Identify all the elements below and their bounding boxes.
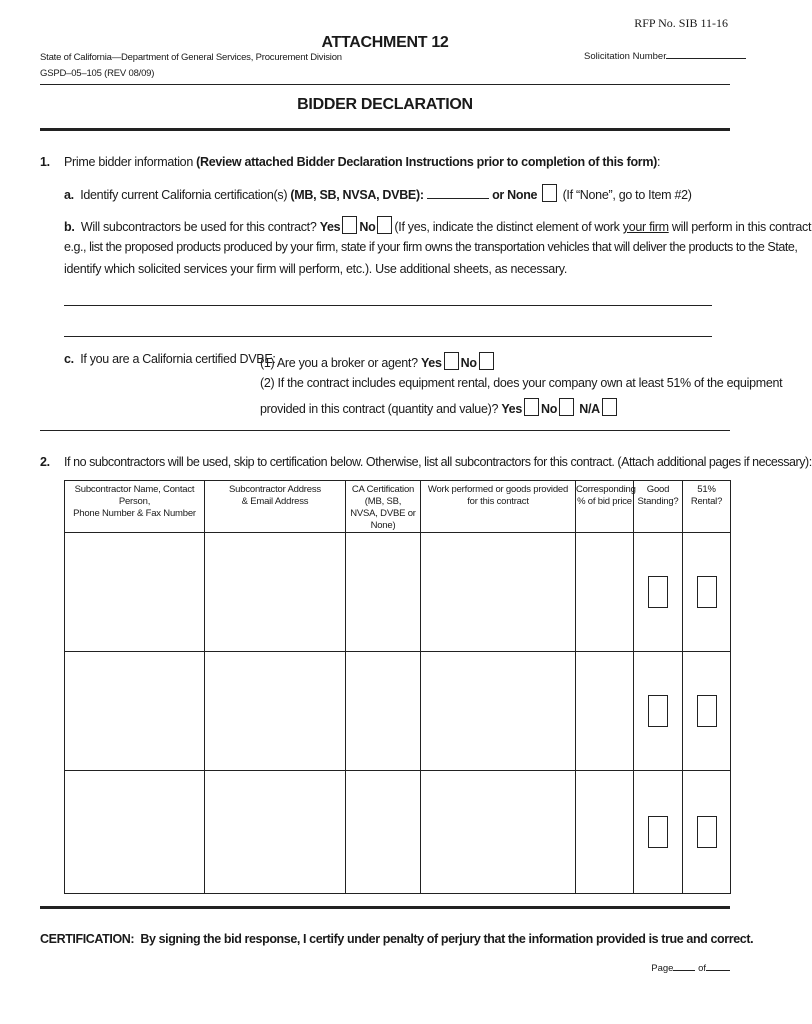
- q1b-line3: identify which solicited services your firm will perform, etc.). Use additional sheets, as necessary.: [64, 262, 568, 276]
- col-good-standing: [634, 481, 683, 533]
- col-subcontractor-name: [65, 481, 205, 533]
- col-subcontractor-address: [205, 481, 346, 533]
- of-label: of: [698, 963, 706, 974]
- col-address-l2: & Email Address: [241, 496, 309, 507]
- cell-work[interactable]: [421, 771, 576, 894]
- col-rental-l1: 51%: [697, 484, 716, 495]
- certification-label: CERTIFICATION:: [40, 932, 135, 946]
- certification-field[interactable]: [427, 198, 489, 199]
- header-divider: [40, 84, 730, 85]
- col-ca-certification: [346, 481, 421, 533]
- rental-no-label: No: [540, 402, 558, 416]
- q2-number: 2.: [40, 455, 50, 469]
- q1-number: [40, 155, 50, 169]
- q1b-explain: (If yes, indicate the distinct element of work: [394, 220, 623, 234]
- q1a-or-none: or None: [492, 188, 538, 202]
- cell-rental: [683, 771, 731, 894]
- rental-checkbox[interactable]: [697, 576, 717, 608]
- q1b-explain-end: will perform in this contract: [668, 220, 812, 234]
- q1c-rental-row: [260, 398, 619, 416]
- cell-work[interactable]: [421, 652, 576, 771]
- title-divider: [40, 128, 730, 131]
- cell-address[interactable]: [205, 533, 346, 652]
- q1a-text: Identify current California certification(s): [80, 188, 291, 202]
- solicitation-label: Solicitation Number: [584, 51, 667, 62]
- q1b-row: [64, 216, 811, 234]
- q1b-letter: b.: [64, 220, 75, 234]
- q1a-note: (If “None”, go to Item #2): [562, 188, 692, 202]
- table-row: [65, 652, 731, 771]
- solicitation-number-field[interactable]: [666, 58, 746, 59]
- q1-colon: :: [657, 155, 661, 169]
- rfp-number: RFP No. SIB 11-16: [634, 16, 728, 30]
- q1c-letter: c.: [64, 352, 74, 366]
- page-number: [651, 963, 730, 974]
- broker-no-label: No: [460, 356, 477, 370]
- rental-checkbox[interactable]: [697, 695, 717, 727]
- cell-work[interactable]: [421, 533, 576, 652]
- q1-instructions: (Review attached Bidder Declaration Instructions prior to completion of this form): [196, 155, 658, 169]
- table-header-row: [65, 481, 731, 533]
- cell-rental: [683, 652, 731, 771]
- q1c-rental-question: provided in this contract (quantity and value)?: [260, 402, 499, 416]
- section-divider: [40, 430, 730, 431]
- form-code: GSPD–05–105 (REV 08/09): [40, 68, 155, 79]
- col-cert-l2: NVSA, DVBE or None): [350, 508, 416, 531]
- q1c-text: If you are a California certified DVBE:: [80, 352, 276, 366]
- col-work-l2: for this contract: [467, 496, 529, 507]
- broker-yes-checkbox[interactable]: [444, 352, 459, 370]
- col-work-l1: Work performed or goods provided: [427, 484, 569, 495]
- rental-na-checkbox[interactable]: [602, 398, 617, 416]
- subcontractors-no-checkbox[interactable]: [377, 216, 392, 234]
- col-rental-l2: Rental?: [690, 496, 723, 507]
- cell-address[interactable]: [205, 771, 346, 894]
- certification-divider: [40, 906, 730, 909]
- broker-yes-label: Yes: [420, 356, 442, 370]
- q1b-line2: e.g., list the proposed products produced by your firm, state if your firm owns the transportation vehicles that will deliver the products to the State,: [64, 240, 798, 254]
- broker-no-checkbox[interactable]: [479, 352, 494, 370]
- cell-rental: [683, 533, 731, 652]
- cell-percent[interactable]: [576, 771, 634, 894]
- cell-address[interactable]: [205, 652, 346, 771]
- good-standing-checkbox[interactable]: [648, 695, 668, 727]
- cell-good-standing: [634, 652, 683, 771]
- page-number-field[interactable]: [673, 970, 695, 971]
- rental-yes-label: Yes: [501, 402, 522, 416]
- work-description-line-2[interactable]: [64, 336, 712, 337]
- q1a-cert-types: (MB, SB, NVSA, DVBE):: [290, 188, 424, 202]
- q1-text: Prime bidder information: [64, 155, 197, 169]
- table-row: [65, 771, 731, 894]
- col-good-l1: Good: [646, 484, 670, 495]
- cell-percent[interactable]: [576, 533, 634, 652]
- page-label: Page: [651, 963, 674, 974]
- none-checkbox[interactable]: [542, 184, 557, 202]
- q2-text: If no subcontractors will be used, skip to certification below. Otherwise, list all subcontractors for this contract. (Attach additional pages if necessary):: [64, 455, 812, 469]
- q1a-row: [64, 184, 692, 202]
- rental-na-label: N/A: [579, 402, 600, 416]
- cell-certification[interactable]: [346, 652, 421, 771]
- cell-name[interactable]: [65, 652, 205, 771]
- q1-num: 1.: [40, 155, 50, 169]
- col-bid-percent: [576, 481, 634, 533]
- q1-heading: [64, 155, 660, 169]
- certification-statement: [40, 932, 753, 946]
- rental-no-checkbox[interactable]: [559, 398, 574, 416]
- q1c-label: [64, 352, 276, 366]
- rental-yes-checkbox[interactable]: [524, 398, 539, 416]
- col-cert-l1: CA Certification (MB, SB,: [351, 484, 415, 507]
- cell-good-standing: [634, 533, 683, 652]
- subcontractor-table: [64, 480, 731, 894]
- page-total-field[interactable]: [706, 970, 730, 971]
- work-description-line-1[interactable]: [64, 305, 712, 306]
- col-address-l1: Subcontractor Address: [229, 484, 321, 495]
- cell-certification[interactable]: [346, 771, 421, 894]
- cell-good-standing: [634, 771, 683, 894]
- subcontractors-yes-checkbox[interactable]: [342, 216, 357, 234]
- cell-certification[interactable]: [346, 533, 421, 652]
- col-pct-l1: Corresponding: [576, 484, 636, 495]
- table-row: [65, 533, 731, 652]
- q1c-broker-row: [260, 352, 496, 370]
- attachment-title: ATTACHMENT 12: [321, 34, 449, 51]
- col-good-l2: Standing?: [637, 496, 679, 507]
- col-rental: [683, 481, 731, 533]
- agency-name: State of California—Department of General Services, Procurement Division: [40, 52, 342, 63]
- col-pct-l2: % of bid price: [577, 496, 632, 507]
- good-standing-checkbox[interactable]: [648, 576, 668, 608]
- col-name-l2: Phone Number & Fax Number: [73, 508, 196, 519]
- rental-checkbox[interactable]: [697, 816, 717, 848]
- q1b-your-firm: your firm: [622, 220, 669, 234]
- q1a-letter: a.: [64, 188, 74, 202]
- cell-name[interactable]: [65, 771, 205, 894]
- solicitation-number: [584, 51, 746, 62]
- col-work-performed: [421, 481, 576, 533]
- col-name-l1: Subcontractor Name, Contact Person,: [74, 484, 195, 507]
- q1b-yes-label: Yes: [319, 220, 341, 234]
- q1b-no-label: No: [359, 220, 376, 234]
- good-standing-checkbox[interactable]: [648, 816, 668, 848]
- q1c-broker-question: (1) Are you a broker or agent?: [260, 356, 418, 370]
- certification-text: By signing the bid response, I certify under penalty of perjury that the information provided is true and correct.: [140, 932, 754, 946]
- q1b-text: Will subcontractors be used for this contract?: [80, 220, 317, 234]
- cell-name[interactable]: [65, 533, 205, 652]
- form-title: BIDDER DECLARATION: [297, 96, 473, 113]
- q1c-rental-line1: (2) If the contract includes equipment rental, does your company own at least 51% of the equipment: [260, 376, 783, 390]
- cell-percent[interactable]: [576, 652, 634, 771]
